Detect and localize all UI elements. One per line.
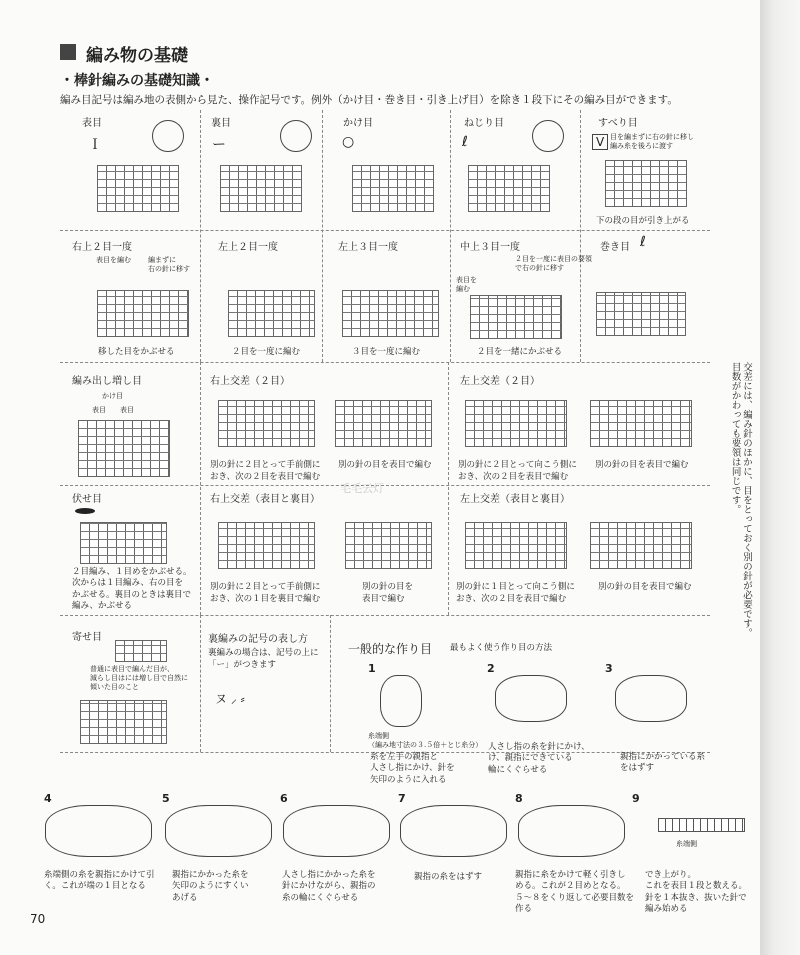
- grid-line: [200, 615, 201, 752]
- grid-line: [580, 110, 581, 362]
- slip-note: 目を編まずに右の針に移し 編み糸を後ろに渡す: [610, 133, 694, 150]
- cast-step-caption: 糸を左手の親指と 人さし指にかけ、針を 矢印のように入れる: [370, 752, 455, 785]
- purl-diagram: [220, 165, 302, 212]
- cast-on-subtitle: 最もよく使う作り目の方法: [450, 643, 553, 653]
- cable-right-title: 右上交差（２目）: [210, 376, 290, 387]
- stitch-twist-title: ねじり目: [464, 118, 504, 129]
- hand-illustration: [380, 675, 422, 727]
- gather-diagram: [80, 700, 167, 744]
- stitch-knit-title: 表目: [82, 118, 102, 129]
- slip-caption: 下の段の目が引き上がる: [596, 216, 690, 226]
- gather-caption: 普通に表目で編んだ目が、 減らし目はには増し目で自然に 傾いた目のこと: [90, 665, 188, 691]
- slip-diagram: [605, 160, 687, 207]
- cast-step-number: 9: [632, 792, 640, 805]
- cable-left-caption-1: 別の針に２目とって向こう側に おき、次の２目を表目で編む: [458, 460, 577, 482]
- dec-center-caption: ２目を一緒にかぶせる: [477, 347, 563, 357]
- grid-line: [322, 110, 323, 362]
- watermark: 毛毛云灯: [340, 482, 384, 495]
- cable-left-diagram-1: [465, 400, 567, 447]
- hand-illustration: [45, 805, 152, 857]
- wrap-diagram: [596, 292, 686, 336]
- hand-illustration: [495, 675, 567, 722]
- cable-purl-right-diagram-1: [218, 522, 315, 569]
- stitch-slip-title: すべり目: [598, 118, 638, 129]
- hand-illustration: [165, 805, 272, 857]
- purl-notation-title: 裏編みの記号の表し方: [208, 634, 308, 645]
- cast-step-caption: 親指にかかった糸を 矢印のようにすくい あげる: [172, 870, 249, 903]
- yarn-over-diagram: [352, 165, 434, 212]
- dec-center-note-2: 表目を 編む: [456, 276, 477, 293]
- dec-left-caption: ２目を一度に編む: [232, 347, 301, 357]
- section-subtitle: ・棒針編みの基礎知識・: [60, 73, 214, 89]
- cable-purl-left-diagram-2: [590, 522, 692, 569]
- gather-title: 寄せ目: [72, 632, 102, 643]
- cast-step-caption: でき上がり。 これを表目１段と数える。 針を１本抜き、抜いた針で 編み始める: [645, 870, 748, 915]
- wrap-stitch-title: 巻き目: [600, 242, 630, 253]
- needle-icon: [532, 120, 564, 152]
- dec-right-note-1: 表目を編む: [96, 256, 131, 264]
- cast-step-number: 5: [162, 792, 170, 805]
- dec-left3-caption: ３目を一度に編む: [352, 347, 421, 357]
- page-number: 70: [30, 912, 46, 926]
- stitch-yo-title: かけ目: [343, 118, 373, 129]
- knit-diagram: [97, 165, 179, 212]
- cast-step-caption: 人さし指の糸を針にかけ、 け、親指にできている 輪にくぐらせる: [488, 742, 590, 775]
- inc-note-k2: 表目: [120, 406, 134, 414]
- knit-symbol-icon: Ｉ: [88, 137, 102, 153]
- inc-note-k1: 表目: [92, 406, 106, 414]
- dec-center-title: 中上３目一度: [460, 242, 520, 253]
- grid-line: [60, 362, 710, 363]
- hand-illustration: [518, 805, 625, 857]
- grid-line: [60, 230, 710, 231]
- grid-line: [448, 362, 449, 615]
- grid-line: [200, 362, 201, 615]
- dec-left-diagram: [228, 290, 315, 337]
- bind-off-title: 伏せ目: [72, 494, 102, 505]
- cable-right-diagram-1: [218, 400, 315, 447]
- dec-left3-diagram: [342, 290, 439, 337]
- grid-line: [60, 615, 710, 616]
- inc-title: 編み出し増し目: [72, 376, 142, 387]
- cable-left-title: 左上交差（２目）: [460, 376, 540, 387]
- cable-right-diagram-2: [335, 400, 432, 447]
- purl-symbol-icon: ー: [212, 137, 226, 153]
- hand-illustration: [400, 805, 507, 857]
- dec-right-note-2: 編まずに 右の針に移す: [148, 256, 190, 273]
- cable-left-caption-2: 別の針の目を表目で編む: [595, 460, 689, 470]
- bind-off-symbol-icon: [75, 508, 95, 514]
- dec-center-diagram: [470, 295, 562, 339]
- yarn-over-symbol-icon: ○: [342, 134, 355, 150]
- cast-step-caption: 親指の糸をはずす: [414, 872, 483, 882]
- hand-illustration: [615, 675, 687, 722]
- cable-purl-left-caption-2: 別の針の目を表目で編む: [598, 582, 692, 592]
- cable-purl-left-diagram-1: [465, 522, 567, 569]
- bind-off-caption: ２目編み、１目めをかぶせる。 次からは１目編み、右の目を かぶせる。裏目のときは裏目で 編み、かぶせる: [72, 567, 192, 612]
- cable-purl-left-title: 左上交差（表目と裏目）: [460, 494, 570, 505]
- cable-purl-right-caption-2: 別の針の目を 表目で編む: [362, 582, 414, 604]
- cable-purl-left-caption-1: 別の針に１目とって向こう側に おき、次の２目を表目で編む: [456, 582, 575, 604]
- dec-right-diagram: [97, 290, 189, 337]
- purl-notation-text: 裏編みの場合は、記号の上に 「ー」がつきます: [208, 648, 319, 670]
- purl-symbols-icon: ヌ ⸝ ⸗: [215, 692, 245, 706]
- cable-purl-right-caption-1: 別の針に２目とって手前側に おき、次の１目を裏目で編む: [210, 582, 321, 604]
- cable-right-caption-2: 別の針の目を表目で編む: [338, 460, 432, 470]
- cast-step-caption: 親指にかかっている糸 をはずす: [620, 752, 706, 774]
- cast-step-number: 4: [44, 792, 52, 805]
- cable-purl-right-diagram-2: [345, 522, 432, 569]
- cast-on-title: 一般的な作り目: [348, 642, 433, 656]
- cast-on-result-diagram: [658, 818, 745, 832]
- page-title: 編み物の基礎: [86, 46, 188, 66]
- twist-diagram: [468, 165, 550, 212]
- cast-step-number: 8: [515, 792, 523, 805]
- cast-step-number: 6: [280, 792, 288, 805]
- cast-step-caption: 人さし指にかかった糸を 針にかけながら、親指の 糸の輪にくぐらせる: [282, 870, 376, 903]
- grid-line: [60, 485, 710, 486]
- side-note: 交差には、編み針のほかに、目をとっておく別の針が必要です。目数がかわっても要領は同じです。: [729, 362, 752, 638]
- cast-step-number: 3: [605, 662, 613, 675]
- hand-illustration: [283, 805, 390, 857]
- gather-chart: [115, 640, 167, 662]
- twist-symbol-icon: ℓ: [462, 134, 468, 150]
- wrap-symbol-icon: ℓ: [640, 234, 646, 250]
- intro-text: 編み目記号は編み地の表側から見た、操作記号です。例外（かけ目・巻き目・引き上げ目）を除き１段下にその編み目ができます。: [60, 94, 678, 106]
- cast-step-number: 1: [368, 662, 376, 675]
- grid-line: [330, 615, 331, 752]
- cast-step-note: 糸端側 （編み地寸法の３.５倍＋とじ糸分）: [368, 732, 483, 749]
- grid-line: [200, 110, 201, 362]
- cast-step-note: 糸端側: [676, 840, 697, 848]
- slip-symbol-icon: V: [592, 134, 608, 150]
- cable-purl-right-title: 右上交差（表目と裏目）: [210, 494, 320, 505]
- cast-step-caption: 糸端側の糸を親指にかけて引 く。これが端の１目となる: [44, 870, 155, 892]
- title-marker: [60, 44, 76, 60]
- cast-step-number: 2: [487, 662, 495, 675]
- dec-left3-title: 左上３目一度: [338, 242, 398, 253]
- inc-diagram: [78, 420, 170, 477]
- cast-step-number: 7: [398, 792, 406, 805]
- bind-off-diagram: [80, 522, 167, 564]
- dec-center-note-1: ２目を一度に表目の要領 で右の針に移す: [515, 255, 592, 272]
- needle-icon: [280, 120, 312, 152]
- inc-note-yo: かけ目: [102, 392, 123, 400]
- cast-step-caption: 親指に糸をかけて軽く引きし める。これが２目めとなる。 ５〜８をくり返して必要目数を 作る: [515, 870, 635, 915]
- cable-left-diagram-2: [590, 400, 692, 447]
- dec-left-title: 左上２目一度: [218, 242, 278, 253]
- cable-right-caption-1: 別の針に２目とって手前側に おき、次の２目を表目で編む: [210, 460, 321, 482]
- dec-right-title: 右上２目一度: [72, 242, 132, 253]
- needle-icon: [152, 120, 184, 152]
- stitch-purl-title: 裏目: [211, 118, 231, 129]
- book-spine: [760, 0, 800, 955]
- grid-line: [450, 110, 451, 362]
- dec-right-caption: 移した目をかぶせる: [98, 347, 175, 357]
